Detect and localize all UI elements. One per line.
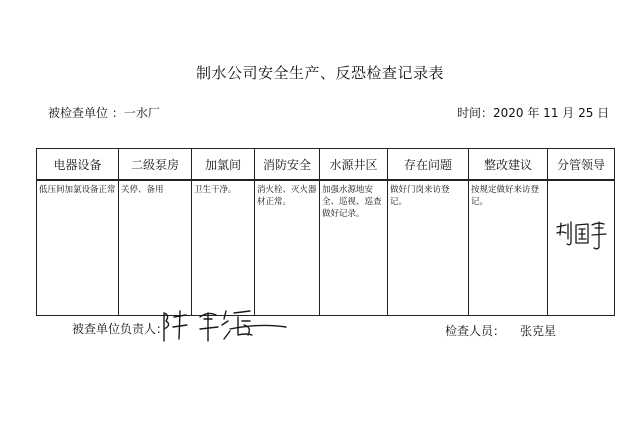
- inspection-date-value: 2020 年 11 月 25 日: [493, 106, 610, 120]
- header-leader-in-charge: 分管领导: [548, 149, 615, 181]
- inspection-date-line: [457, 104, 609, 121]
- cell-leader-in-charge: [548, 180, 615, 316]
- document-title: 制水公司安全生产、反恐检查记录表: [195, 64, 444, 82]
- inspector-label: 检查人员：: [445, 324, 506, 338]
- inspector-name: 张克星: [520, 324, 557, 338]
- table-row: [37, 180, 615, 316]
- cell-electrical-equipment: 低压间加氯设备正常: [37, 180, 119, 316]
- header-chlorination-room: 加氯间: [192, 149, 255, 181]
- cell-existing-problems: 做好门岗来访登记。: [388, 180, 469, 316]
- header-fire-safety: 消防安全: [255, 149, 320, 181]
- inspection-date-label: 时间：: [457, 106, 494, 120]
- header-water-source-well-area: 水源井区: [320, 149, 388, 181]
- cell-chlorination-room: 卫生干净。: [192, 180, 255, 316]
- responsible-person-signature: [160, 305, 290, 345]
- header-secondary-pump-room: 二级泵房: [119, 149, 192, 181]
- header-electrical-equipment: 电器设备: [37, 149, 119, 181]
- responsible-person-label: 被查单位负责人：: [72, 322, 169, 336]
- header-rectification-suggestions: 整改建议: [469, 149, 548, 181]
- header-existing-problems: 存在问题: [388, 149, 469, 181]
- cell-water-source-well-area: 加强水源地安全、巡视、巡查做好记录。: [320, 180, 388, 316]
- inspection-record-table: [36, 148, 615, 316]
- cell-fire-safety: 消火栓、灭火器材正常。: [255, 180, 320, 316]
- cell-secondary-pump-room: 关停、备用: [119, 180, 192, 316]
- inspected-unit-line: [48, 104, 160, 121]
- cell-rectification-suggestions: 按规定做好来访登记。: [469, 180, 548, 316]
- leader-handwritten-signature: [554, 219, 610, 253]
- inspected-unit-value: 一水厂: [123, 106, 160, 120]
- table-header-row: [37, 149, 615, 181]
- inspected-unit-label: 被检查单位 ：: [48, 106, 124, 120]
